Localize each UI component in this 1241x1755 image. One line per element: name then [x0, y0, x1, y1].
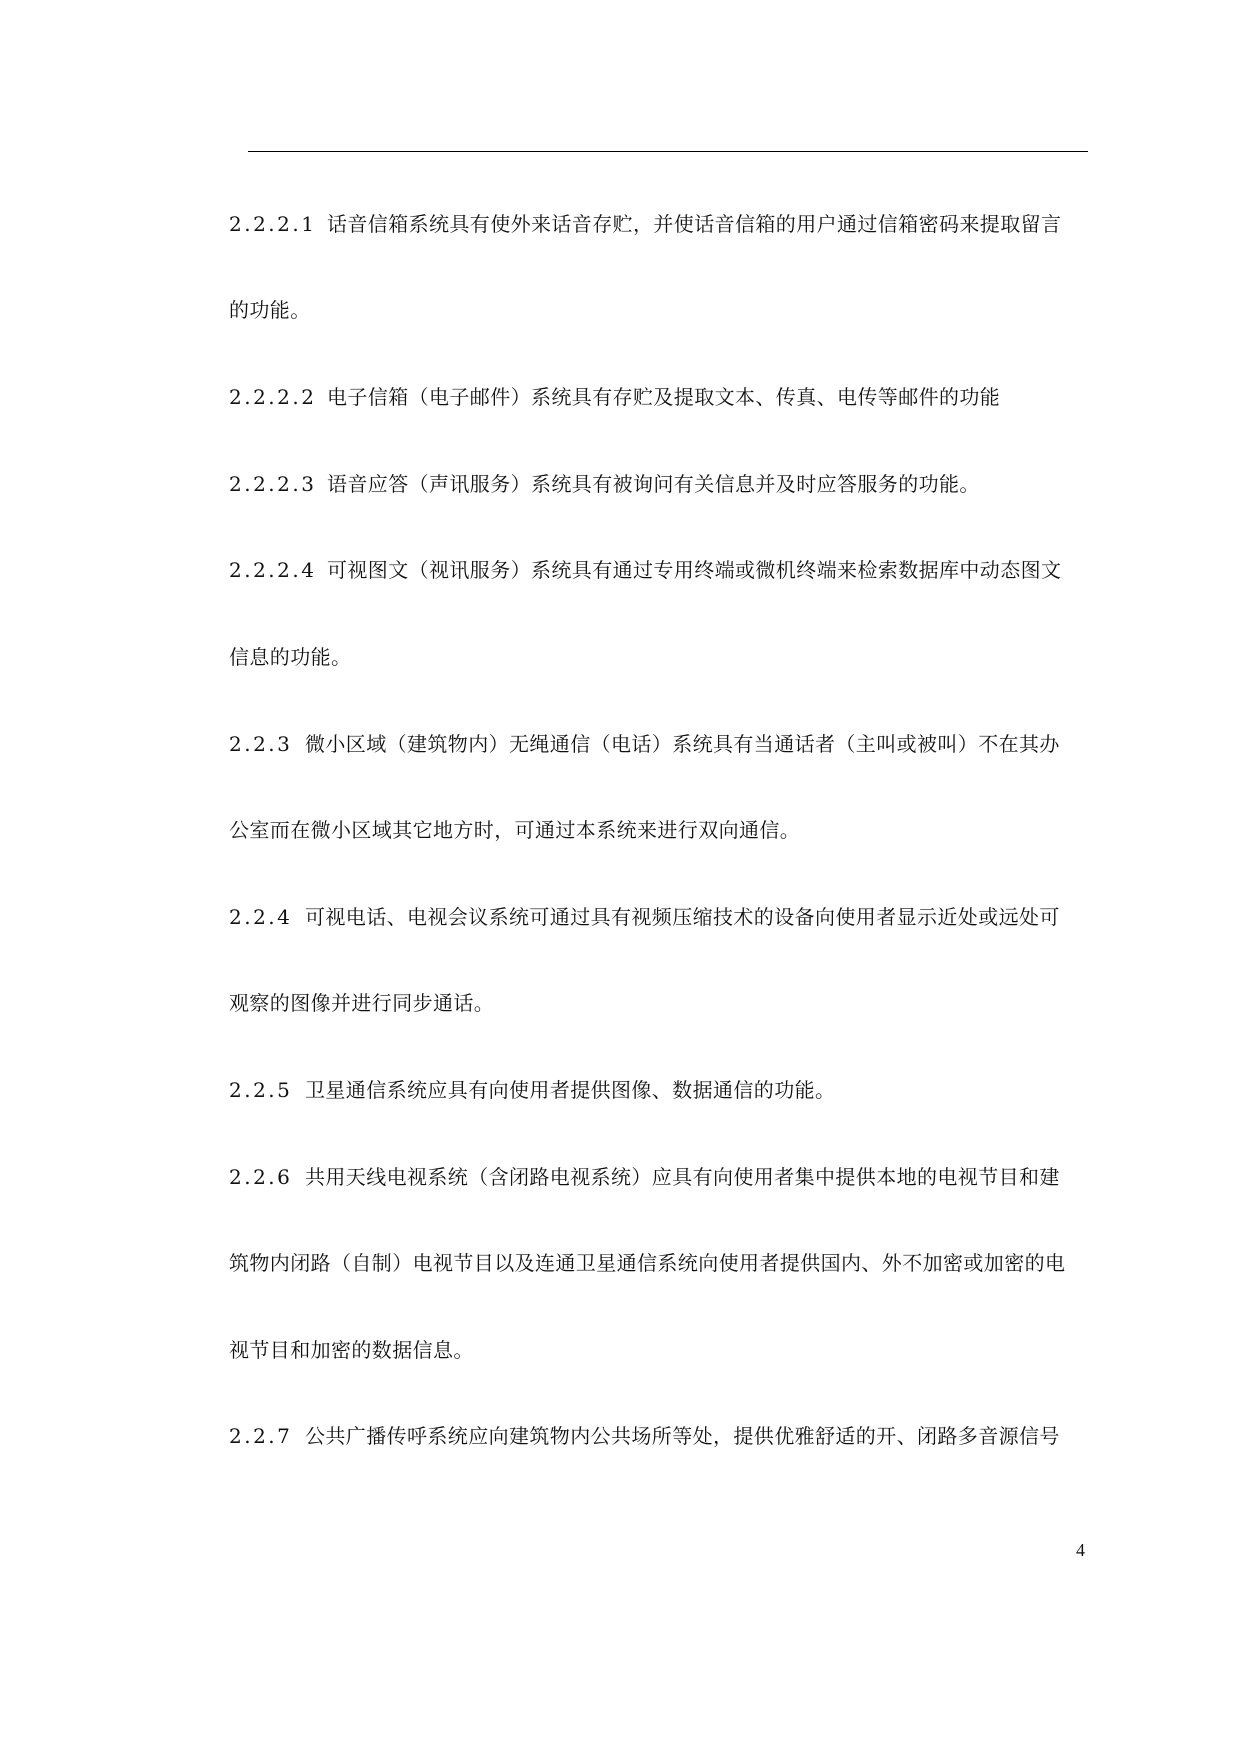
section-number: 2.2.5: [229, 1078, 293, 1102]
paragraph-text: 语音应答（声讯服务）系统具有被询问有关信息并及时应答服务的功能。: [327, 472, 980, 496]
paragraph-text: 公共广播传呼系统应向建筑物内公共场所等处，提供优雅舒适的开、闭路多音源信号: [305, 1424, 1060, 1448]
paragraph-2-2-4-line-2: [229, 991, 494, 1015]
section-number: 2.2.7: [229, 1424, 293, 1448]
paragraph-2-2-6-line-1: [229, 1165, 1060, 1189]
paragraph-2-2-7-line-1: [229, 1424, 1060, 1448]
paragraph-text: 的功能。: [229, 298, 311, 322]
page-number: 4: [1076, 1540, 1085, 1560]
paragraph-2-2-2-2-line-1: [229, 385, 1000, 409]
header-rule: [248, 151, 1088, 152]
paragraph-text: 微小区域（建筑物内）无绳通信（电话）系统具有当通话者（主叫或被叫）不在其办: [305, 732, 1060, 756]
paragraph-text: 视节目和加密的数据信息。: [229, 1338, 474, 1362]
paragraph-2-2-5-line-1: [229, 1078, 835, 1102]
paragraph-2-2-4-line-1: [229, 905, 1060, 929]
paragraph-text: 信息的功能。: [229, 645, 352, 669]
section-number: 2.2.3: [229, 732, 293, 756]
paragraph-2-2-2-4-line-2: [229, 645, 351, 669]
section-number: 2.2.4: [229, 905, 293, 929]
paragraph-text: 筑物内闭路（自制）电视节目以及连通卫星通信系统向使用者提供国内、外不加密或加密的电: [229, 1251, 1066, 1275]
paragraph-text: 卫星通信系统应具有向使用者提供图像、数据通信的功能。: [305, 1078, 836, 1102]
paragraph-2-2-2-1-line-1: [229, 212, 1061, 236]
section-number: 2.2.2.4: [229, 558, 317, 582]
paragraph-text: 观察的图像并进行同步通话。: [229, 991, 495, 1015]
section-number: 2.2.2.1: [229, 212, 317, 236]
section-number: 2.2.6: [229, 1165, 293, 1189]
paragraph-text: 可视电话、电视会议系统可通过具有视频压缩技术的设备向使用者显示近处或远处可: [305, 905, 1060, 929]
paragraph-2-2-2-4-line-1: [229, 558, 1061, 582]
paragraph-2-2-2-3-line-1: [229, 472, 980, 496]
paragraph-2-2-3-line-1: [229, 732, 1060, 756]
paragraph-2-2-6-line-3: [229, 1338, 474, 1362]
paragraph-text: 可视图文（视讯服务）系统具有通过专用终端或微机终端来检索数据库中动态图文: [327, 558, 1062, 582]
section-number: 2.2.2.3: [229, 472, 317, 496]
paragraph-2-2-3-line-2: [229, 818, 800, 842]
paragraph-text: 话音信箱系统具有使外来话音存贮，并使话音信箱的用户通过信箱密码来提取留言: [327, 212, 1062, 236]
paragraph-text: 共用天线电视系统（含闭路电视系统）应具有向使用者集中提供本地的电视节目和建: [305, 1165, 1060, 1189]
paragraph-text: 电子信箱（电子邮件）系统具有存贮及提取文本、传真、电传等邮件的功能: [327, 385, 1001, 409]
paragraph-text: 公室而在微小区域其它地方时，可通过本系统来进行双向通信。: [229, 818, 801, 842]
paragraph-2-2-6-line-2: [229, 1251, 1065, 1275]
paragraph-2-2-2-1-line-2: [229, 298, 311, 322]
section-number: 2.2.2.2: [229, 385, 317, 409]
